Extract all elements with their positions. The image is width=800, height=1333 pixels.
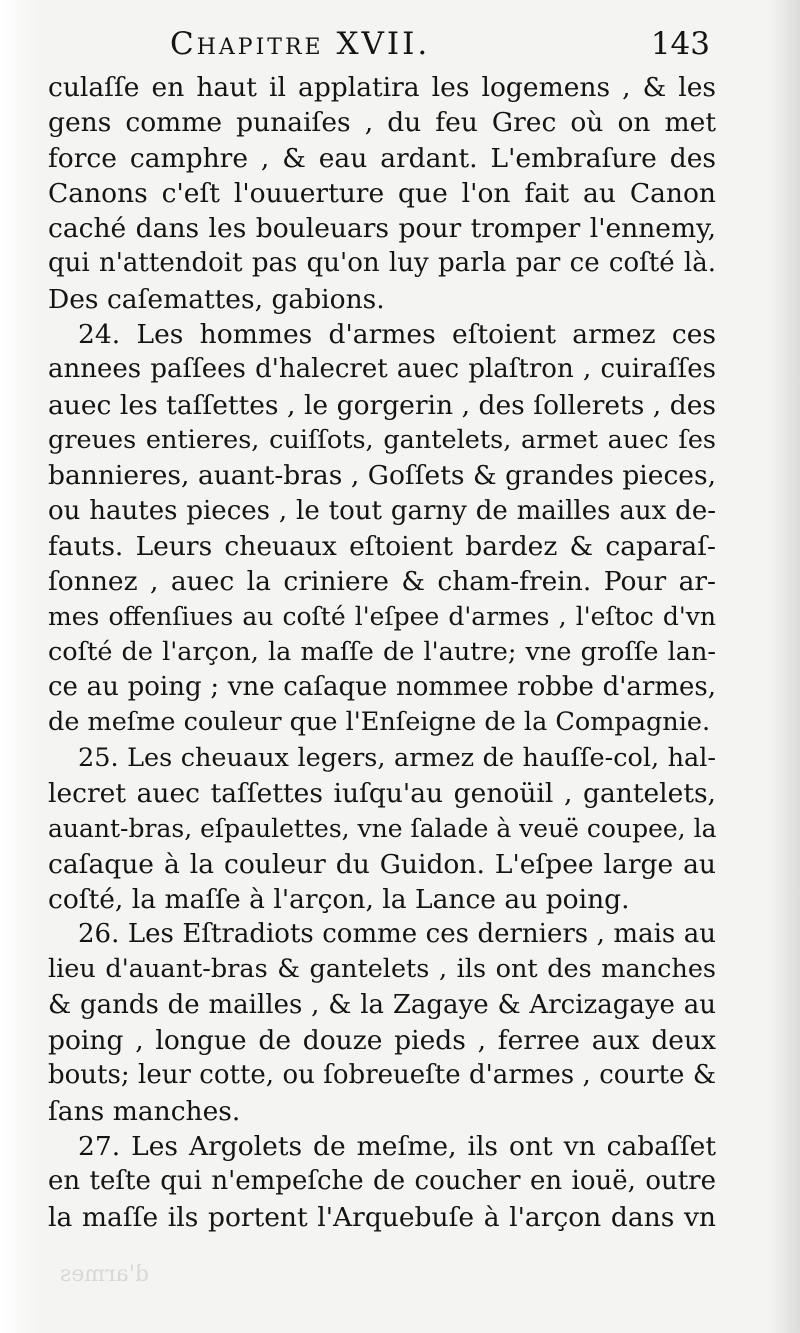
text-line: coſté, la maſſe à l'arçon, la Lance au poing. bbox=[48, 883, 630, 915]
bleed-through-text: d'armes bbox=[60, 1262, 149, 1287]
text-line: & gands de mailles , & la Zagaye & Arcizagaye au bbox=[48, 989, 716, 1020]
text-line: poing , longue de douze pieds , ferree aux deux bbox=[48, 1025, 716, 1057]
text-line: coſté de l'arçon, la maſſe de l'autre; vne groſſe lan- bbox=[48, 636, 716, 667]
text-line: ſonnez , auec la criniere & cham-frein. Pour ar- bbox=[48, 566, 716, 598]
text-line: auec les taſſettes , le gorgerin , des ſollerets , des bbox=[48, 389, 716, 421]
text-line: de meſme couleur que l'Enſeigne de la Compagnie. bbox=[48, 707, 711, 738]
text-line: 24. Les hommes d'armes eſtoient armez ces bbox=[78, 319, 716, 351]
body-text bbox=[48, 70, 716, 1235]
text-line: caſaque à la couleur du Guidon. L'eſpee large au bbox=[48, 848, 716, 880]
page-number: 143 bbox=[650, 26, 710, 62]
text-line: greues entieres, cuiſſots, gantelets, armet auec ſes bbox=[48, 424, 716, 455]
text-line: ou hautes pieces , le tout garny de mailles aux de- bbox=[48, 495, 716, 526]
running-header bbox=[170, 24, 710, 64]
text-line: lieu d'auant-bras & gantelets , ils ont des manches bbox=[48, 954, 716, 985]
text-line: Des caſemattes, gabions. bbox=[48, 283, 385, 315]
text-line: 27. Les Argolets de meſme, ils ont vn cabaſſet bbox=[78, 1130, 716, 1162]
text-line: la maſſe ils portent l'Arquebuſe à l'arçon dans vn bbox=[48, 1201, 716, 1233]
text-line: bouts; leur cotte, ou ſobreueſte d'armes , courte & bbox=[48, 1060, 716, 1091]
text-line: annees paſſees d'halecret auec plaſtron , cuiraſſes bbox=[48, 354, 716, 385]
text-line: caché dans les bouleuars pour tromper l'ennemy, bbox=[48, 213, 716, 245]
text-line: force camphre , & eau ardant. L'embraſure des bbox=[48, 142, 716, 174]
text-line: bannieres, auant-bras , Goſſets & grandes pieces, bbox=[48, 460, 716, 492]
text-line: Canons c'eſt l'ouuerture que l'on fait au Canon bbox=[48, 177, 716, 209]
text-line: gens comme punaiſes , du feu Grec où on met bbox=[48, 107, 716, 139]
text-line: lecret auec taſſettes iuſqu'au genoüil , gantelets, bbox=[48, 777, 716, 809]
text-line: 26. Les Eſtradiots comme ces derniers , mais au bbox=[78, 919, 716, 950]
text-line: qui n'attendoit pas qu'on luy parla par ce coſté là. bbox=[48, 248, 716, 279]
text-line: culaſſe en haut il applatira les logemens , & les bbox=[48, 72, 716, 103]
text-line: 25. Les cheuaux legers, armez de hauſſe-col, hal- bbox=[78, 742, 716, 773]
text-line: fauts. Leurs cheuaux eſtoient bardez & caparaſ- bbox=[48, 530, 716, 562]
chapter-title: Chapitre XVII. bbox=[170, 26, 431, 62]
text-line: ce au poing ; vne caſaque nommee robbe d'armes, bbox=[48, 672, 716, 703]
text-line: en teſte qui n'empeſche de coucher en iouë, outre bbox=[48, 1166, 716, 1197]
text-line: mes offenſiues au coſté l'eſpee d'armes , l'eſtoc d'vn bbox=[48, 602, 716, 632]
text-line: ſans manches. bbox=[48, 1095, 241, 1127]
text-line: auant-bras, eſpaulettes, vne ſalade à veuë coupee, la bbox=[48, 814, 717, 844]
